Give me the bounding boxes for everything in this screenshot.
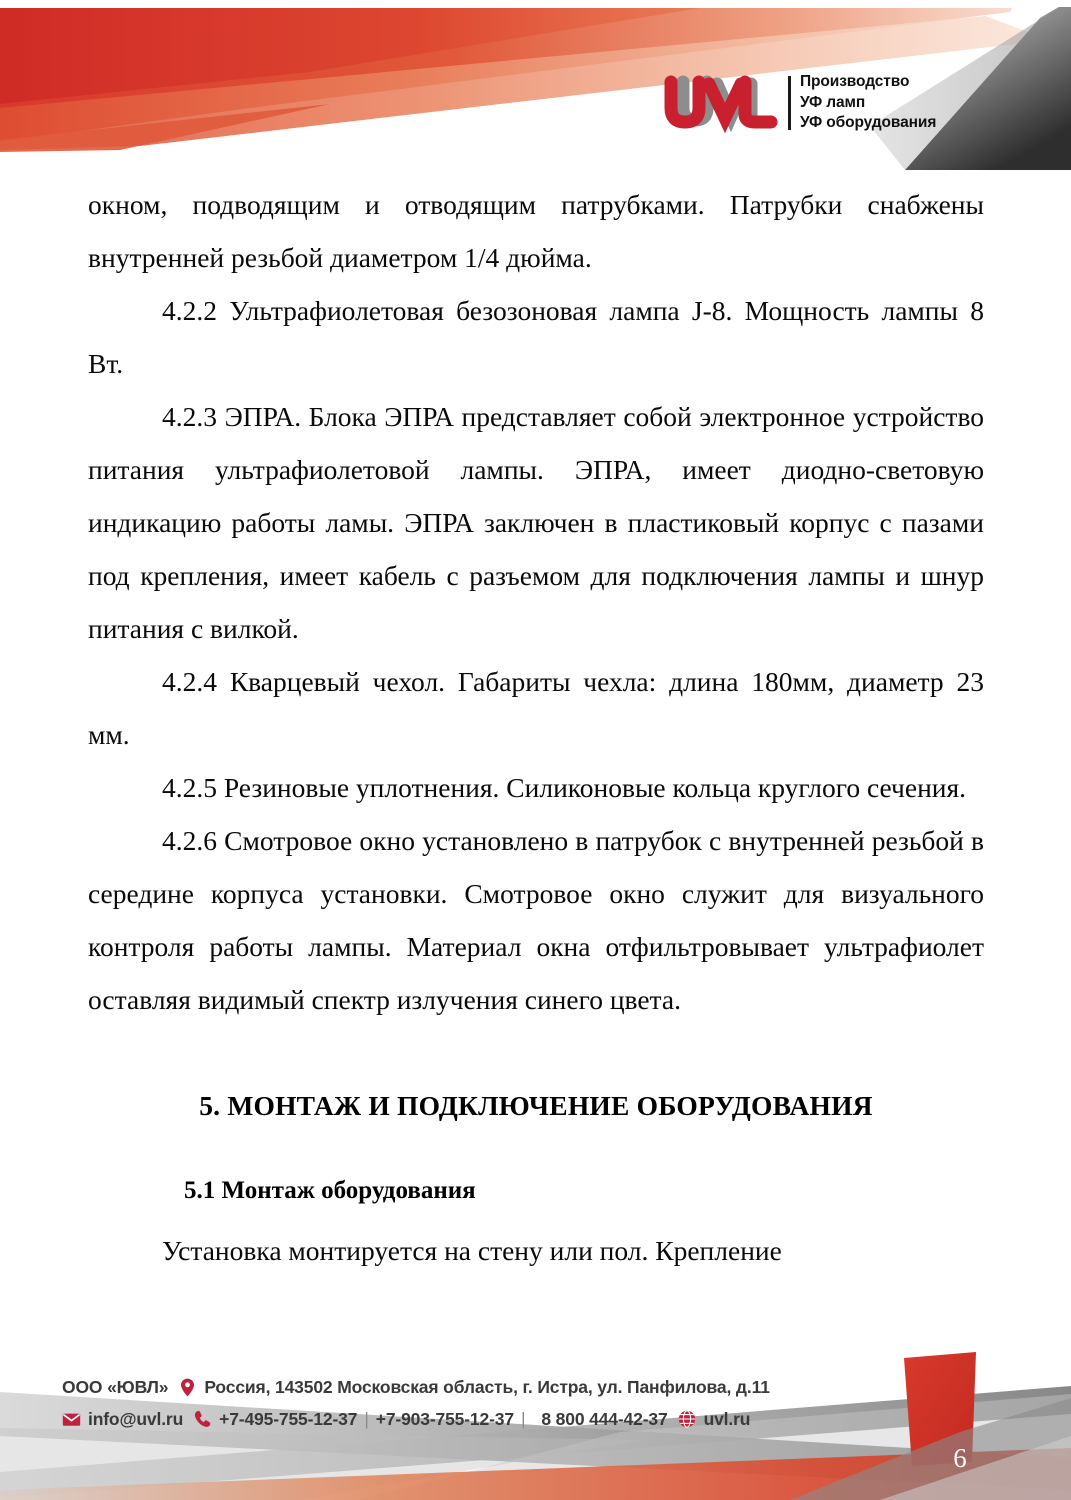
phone-number-3[interactable]: 8 800 444-42-37 bbox=[541, 1409, 668, 1429]
paragraph-4-2-3: 4.2.3 ЭПРА. Блока ЭПРА представляет собой электронное устройство питания ультрафиолетовой лампы. ЭПРА, имеет диодно-световую индикацию работы ламы. ЭПРА заключен в пластиковый корпус с пазами под крепления, имеет кабель с разъемом для подключения лампы и шнур питания с вилкой. bbox=[88, 401, 984, 644]
phone-number-2[interactable]: +7-903-755-12-37 bbox=[375, 1409, 514, 1429]
phone-separator-1: | bbox=[364, 1409, 369, 1429]
section-heading-5: 5. МОНТАЖ И ПОДКЛЮЧЕНИЕ ОБОРУДОВАНИЯ bbox=[199, 1090, 873, 1121]
location-pin-icon bbox=[178, 1378, 197, 1397]
phone-separator-2: | bbox=[520, 1409, 526, 1429]
globe-icon bbox=[678, 1410, 697, 1429]
email-address[interactable]: info@uvl.ru bbox=[88, 1409, 184, 1429]
footer-comms-line bbox=[62, 1404, 770, 1434]
footer-contact-block bbox=[62, 1372, 770, 1434]
document-body bbox=[88, 178, 984, 1277]
paragraph-5-1-intro: Установка монтируется на стену или пол. Крепление bbox=[162, 1235, 782, 1266]
logo-tagline-line-2: УФ ламп bbox=[800, 93, 866, 111]
company-name: ООО «ЮВЛ» bbox=[62, 1377, 169, 1397]
page-number: 6 bbox=[953, 1443, 967, 1473]
page-header bbox=[0, 0, 1071, 170]
paragraph-4-2-2: 4.2.2 Ультрафиолетовая безозоновая лампа J-8. Мощность лампы 8 Вт. bbox=[88, 295, 984, 379]
paragraph-4-2-5: 4.2.5 Резиновые уплотнения. Силиконовые кольца круглого сечения. bbox=[162, 772, 967, 803]
paragraph-continued: окном, подводящим и отводящим патрубками. Патрубки снабжены внутренней резьбой диаметром 1/4 дюйма. bbox=[88, 189, 984, 273]
subsection-heading-5-1: 5.1 Монтаж оборудования bbox=[184, 1177, 476, 1204]
phone-number-1[interactable]: +7-495-755-12-37 bbox=[219, 1409, 358, 1429]
logo-divider bbox=[788, 76, 791, 130]
phone-icon bbox=[193, 1410, 212, 1429]
logo-tagline bbox=[800, 72, 936, 133]
envelope-icon bbox=[62, 1410, 81, 1429]
website-url[interactable]: uvl.ru bbox=[703, 1409, 751, 1429]
paragraph-4-2-6: 4.2.6 Смотровое окно установлено в патрубок с внутренней резьбой в середине корпуса установки. Смотровое окно служит для визуального контроля работы лампы. Материал окна отфильтровывает ультрафиолет оставляя видимый спектр излучения синего цвета. bbox=[88, 825, 984, 1015]
company-logo bbox=[655, 72, 936, 134]
footer-address-line bbox=[62, 1372, 770, 1402]
logo-tagline-line-1: Производство bbox=[800, 73, 910, 91]
uvl-logo-icon bbox=[655, 72, 779, 134]
company-address: Россия, 143502 Московская область, г. Истра, ул. Панфилова, д.11 bbox=[204, 1377, 770, 1397]
logo-tagline-line-3: УФ оборудования bbox=[800, 114, 937, 132]
paragraph-4-2-4: 4.2.4 Кварцевый чехол. Габариты чехла: длина 180мм, диаметр 23 мм. bbox=[88, 666, 984, 750]
